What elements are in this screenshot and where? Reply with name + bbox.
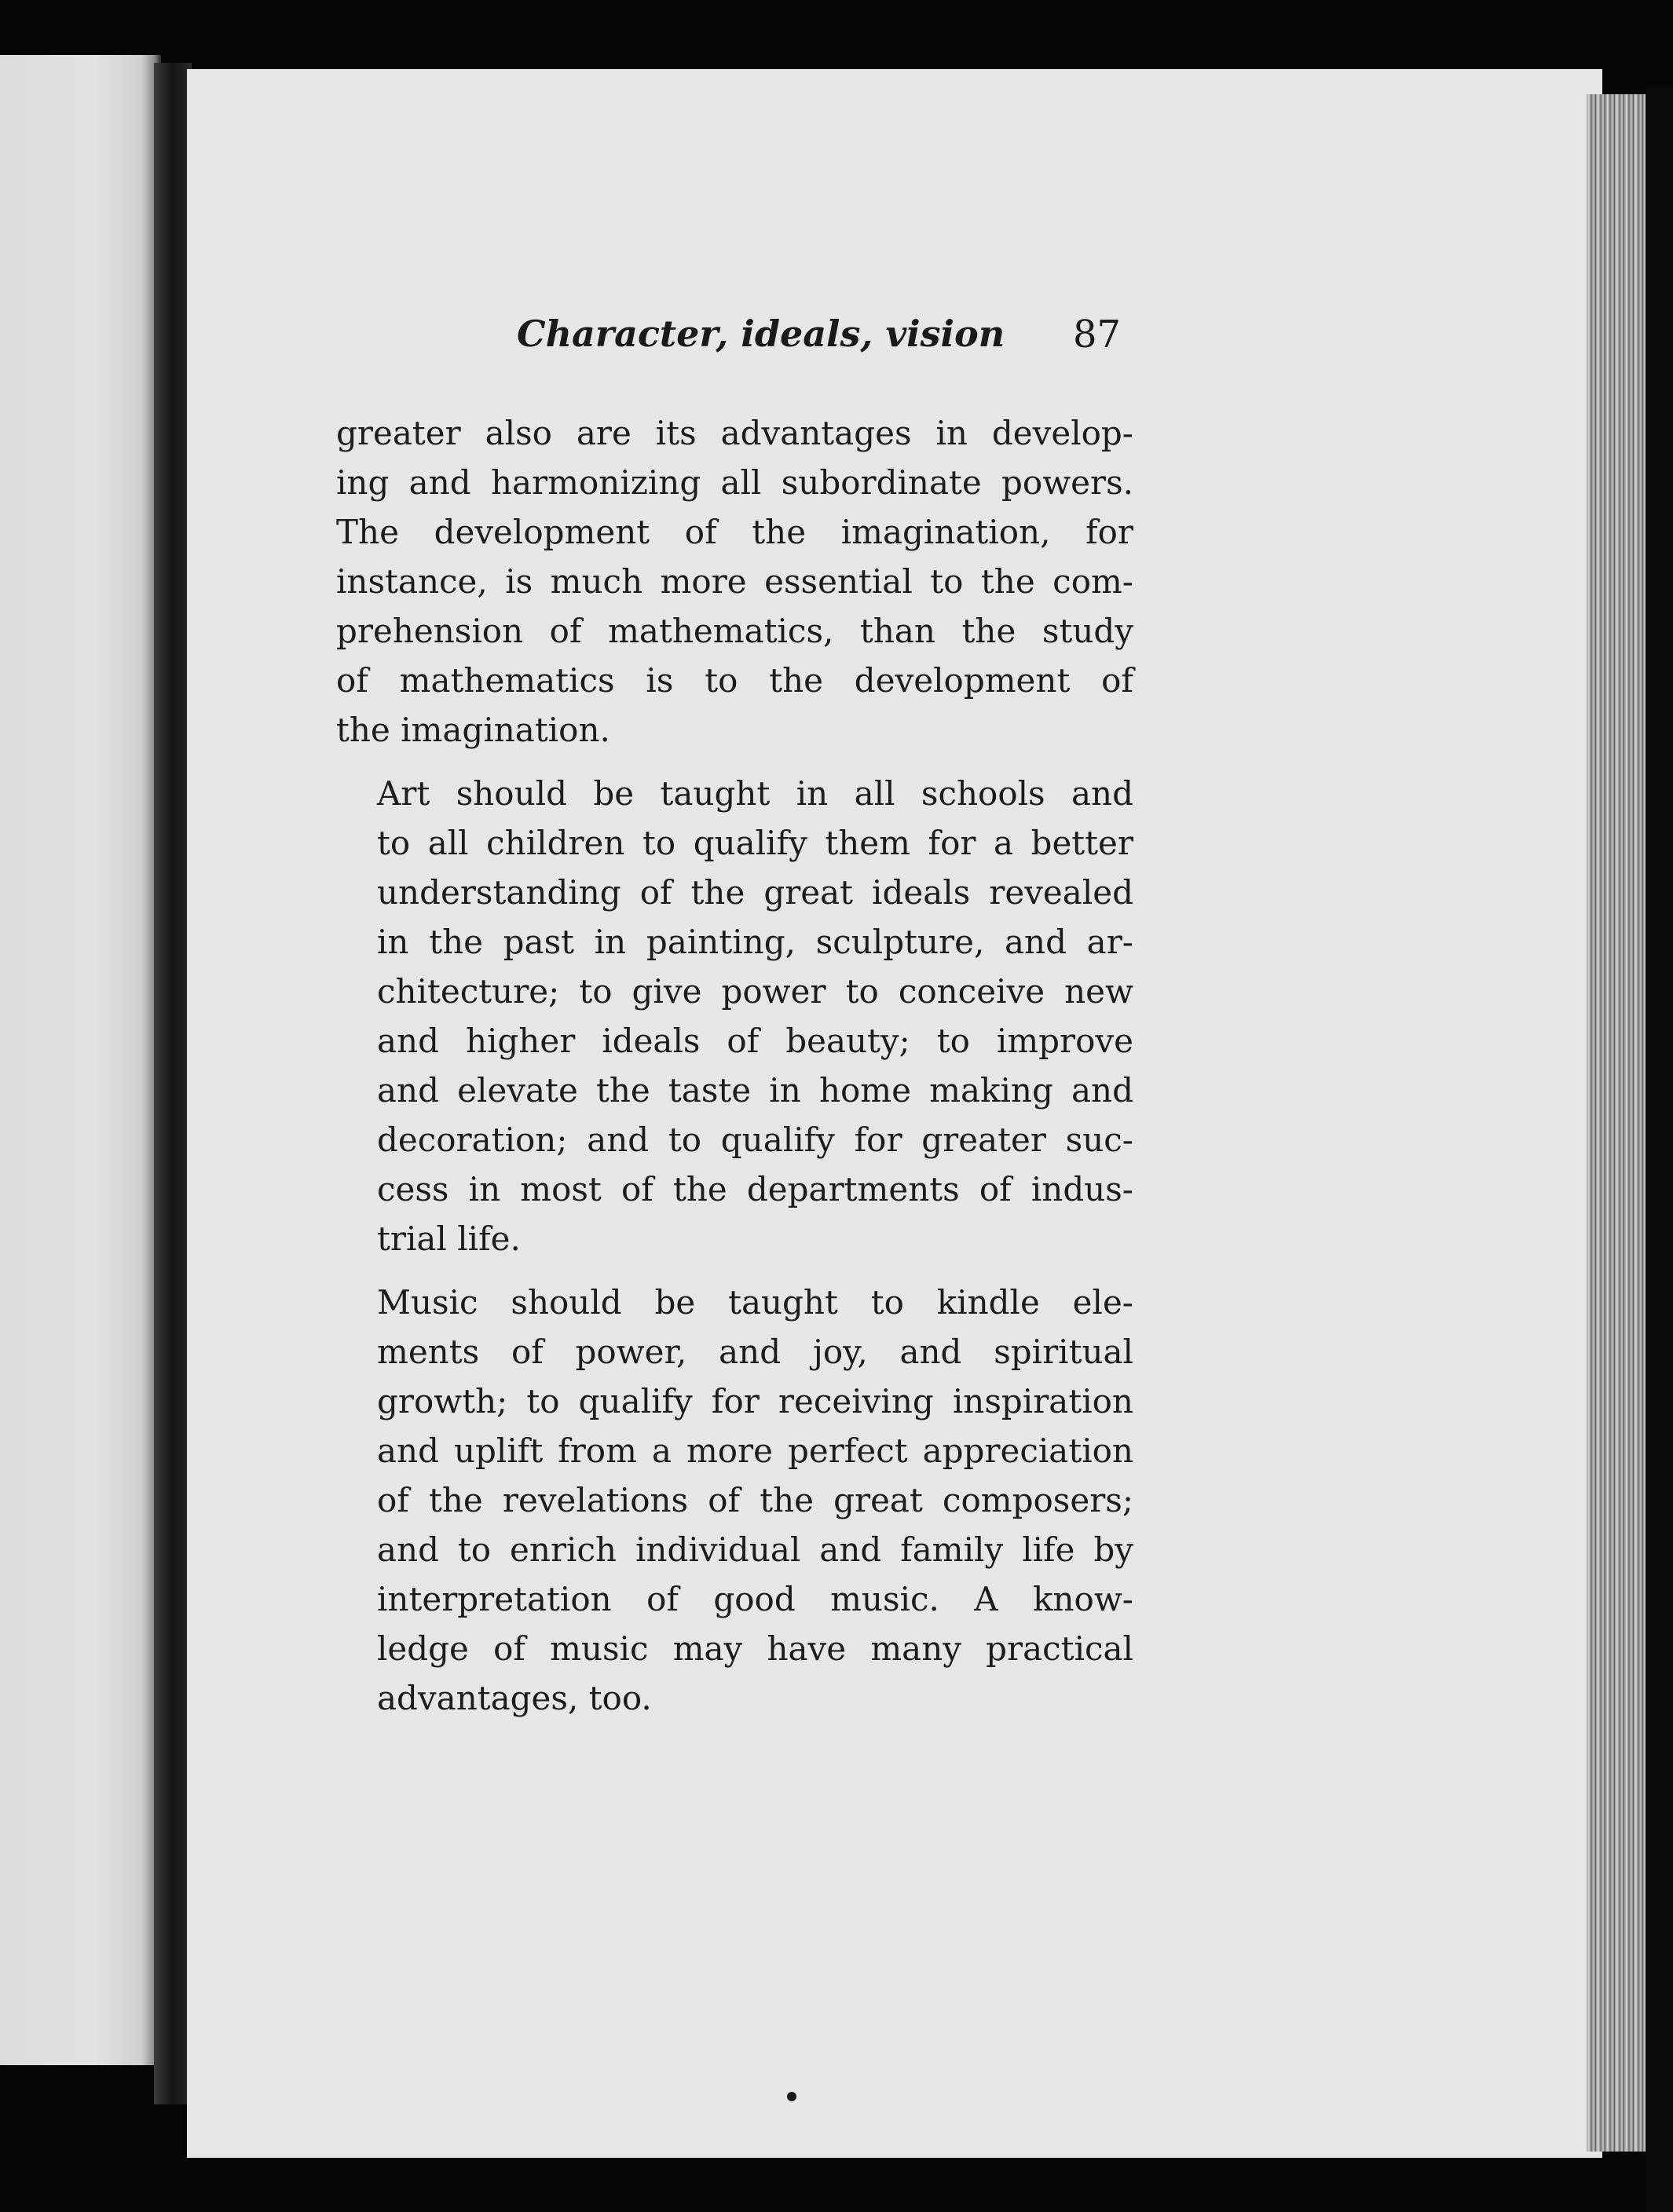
text-line: and to enrich individual and family life by: [377, 1530, 1133, 1569]
text-line: advantages, too.: [377, 1679, 652, 1717]
paragraph-1: [336, 408, 1133, 755]
paragraph-3: [336, 1278, 1133, 1723]
text-line: in the past in painting, sculpture, and ar-: [377, 923, 1133, 961]
text-line: of the revelations of the great composers;: [377, 1481, 1133, 1519]
page-speck: [787, 2092, 796, 2101]
text-line: understanding of the great ideals revealed: [377, 873, 1133, 912]
text-line: trial life.: [377, 1219, 521, 1258]
text-line: The development of the imagination, for: [336, 513, 1133, 551]
text-line: of mathematics is to the development of: [336, 661, 1133, 700]
text-line: Art should be taught in all schools and: [377, 774, 1133, 813]
text-line: prehension of mathematics, than the study: [336, 612, 1133, 650]
page-number: 87: [1073, 313, 1122, 356]
text-line: interpretation of good music. A know-: [377, 1580, 1133, 1618]
text-line: cess in most of the departments of indus-: [377, 1170, 1133, 1208]
text-line: ledge of music may have many practical: [377, 1629, 1133, 1668]
running-head: Character, ideals, vision: [517, 313, 1005, 355]
text-line: instance, is much more essential to the com-: [336, 562, 1133, 601]
text-line: to all children to qualify them for a better: [377, 824, 1133, 862]
text-line: and elevate the taste in home making and: [377, 1071, 1133, 1110]
text-line: chitecture; to give power to conceive new: [377, 972, 1133, 1011]
text-line: ing and harmonizing all subordinate powers.: [336, 463, 1133, 502]
text-line: and higher ideals of beauty; to improve: [377, 1022, 1133, 1060]
book-gutter: [154, 63, 192, 2104]
text-line: Music should be taught to kindle ele-: [377, 1283, 1133, 1322]
body-text: [336, 408, 1133, 1737]
text-line: growth; to qualify for receiving inspiration: [377, 1382, 1133, 1420]
text-line: ments of power, and joy, and spiritual: [377, 1333, 1133, 1371]
text-line: decoration; and to qualify for greater suc-: [377, 1121, 1133, 1159]
text-line: greater also are its advantages in develop-: [336, 414, 1133, 452]
scan-border: [1646, 86, 1673, 2212]
text-line: the imagination.: [336, 711, 610, 749]
left-page-edge: [0, 55, 161, 2065]
text-line: and uplift from a more perfect appreciation: [377, 1431, 1133, 1470]
paragraph-2: [336, 769, 1133, 1263]
